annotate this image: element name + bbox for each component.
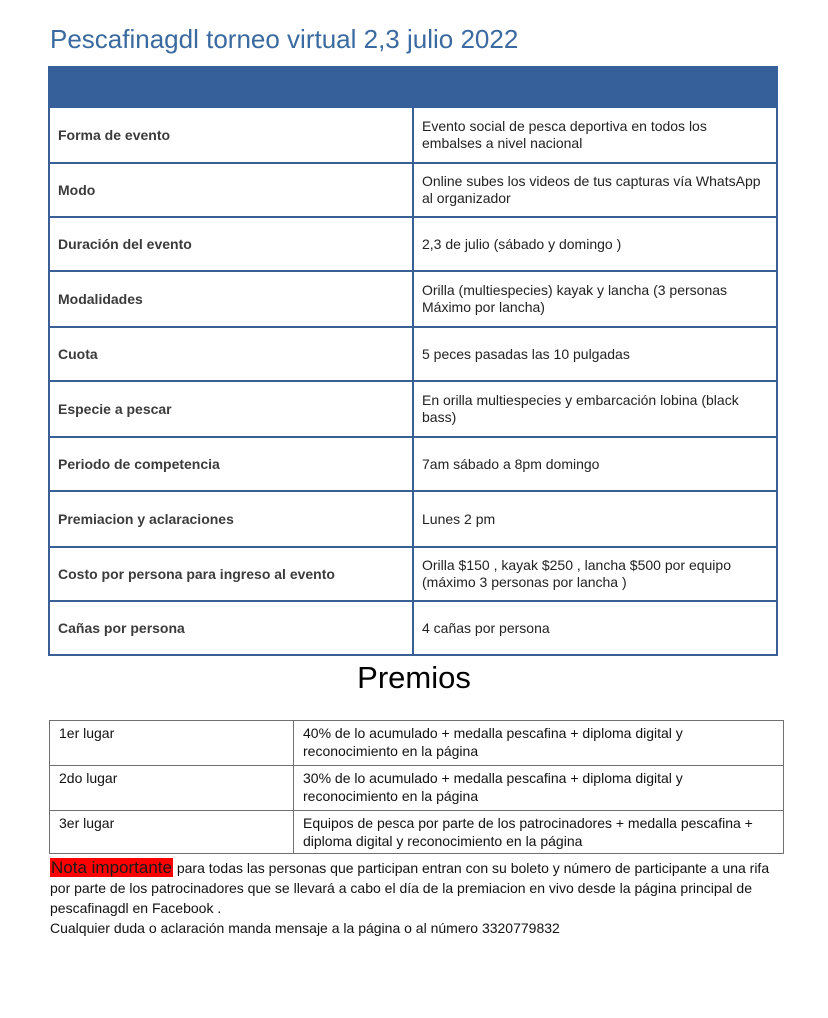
prizes-table xyxy=(49,720,784,854)
row-label: Especie a pescar xyxy=(49,381,413,437)
prize-place: 1er lugar xyxy=(50,721,294,766)
row-value: En orilla multiespecies y embarcación lobina (black bass) xyxy=(413,381,777,437)
important-note xyxy=(50,858,790,938)
table-row xyxy=(49,217,777,271)
row-value: 7am sábado a 8pm domingo xyxy=(413,437,777,491)
row-value: 2,3 de julio (sábado y domingo ) xyxy=(413,217,777,271)
contact-text: Cualquier duda o aclaración manda mensaje a la página o al número 3320779832 xyxy=(50,920,560,936)
event-info-table xyxy=(48,66,778,656)
row-label: Premiacion y aclaraciones xyxy=(49,491,413,547)
prizes-heading: Premios xyxy=(357,660,471,695)
table-header-cell xyxy=(49,67,777,107)
note-text: para todas las personas que participan entran con su boleto y número de participante a una rifa por parte de los patrocinadores que se llevará a cabo el día de la premiacion en vivo desde la página principal de pescafinagdl en Facebook . xyxy=(50,860,770,916)
table-row xyxy=(49,547,777,601)
prize-row xyxy=(50,766,784,811)
row-label: Cuota xyxy=(49,327,413,381)
table-row xyxy=(49,327,777,381)
prize-description: 40% de lo acumulado + medalla pescafina + diploma digital y reconocimiento en la página xyxy=(294,721,784,766)
row-label: Forma de evento xyxy=(49,107,413,163)
table-row xyxy=(49,271,777,327)
prize-place: 3er lugar xyxy=(50,811,294,854)
row-value: Orilla (multiespecies) kayak y lancha (3 personas Máximo por lancha) xyxy=(413,271,777,327)
row-value: Evento social de pesca deportiva en todos los embalses a nivel nacional xyxy=(413,107,777,163)
table-row xyxy=(49,437,777,491)
table-header-row xyxy=(49,67,777,107)
row-value: Online subes los videos de tus capturas vía WhatsApp al organizador xyxy=(413,163,777,217)
row-value: Orilla $150 , kayak $250 , lancha $500 por equipo (máximo 3 personas por lancha ) xyxy=(413,547,777,601)
prize-place: 2do lugar xyxy=(50,766,294,811)
row-value: 4 cañas por persona xyxy=(413,601,777,655)
table-row xyxy=(49,491,777,547)
row-value: Lunes 2 pm xyxy=(413,491,777,547)
note-label: Nota importante xyxy=(51,858,172,877)
table-row xyxy=(49,381,777,437)
row-label: Periodo de competencia xyxy=(49,437,413,491)
row-value: 5 peces pasadas las 10 pulgadas xyxy=(413,327,777,381)
prize-description: Equipos de pesca por parte de los patrocinadores + medalla pescafina + diploma digital y reconocimiento en la página xyxy=(294,811,784,854)
row-label: Cañas por persona xyxy=(49,601,413,655)
prize-row xyxy=(50,811,784,854)
row-label: Modalidades xyxy=(49,271,413,327)
row-label: Costo por persona para ingreso al evento xyxy=(49,547,413,601)
table-row xyxy=(49,601,777,655)
row-label: Modo xyxy=(49,163,413,217)
prize-description: 30% de lo acumulado + medalla pescafina + diploma digital y reconocimiento en la página xyxy=(294,766,784,811)
prize-row xyxy=(50,721,784,766)
table-row xyxy=(49,163,777,217)
row-label: Duración del evento xyxy=(49,217,413,271)
table-row xyxy=(49,107,777,163)
page-title: Pescafinagdl torneo virtual 2,3 julio 2022 xyxy=(50,24,519,54)
